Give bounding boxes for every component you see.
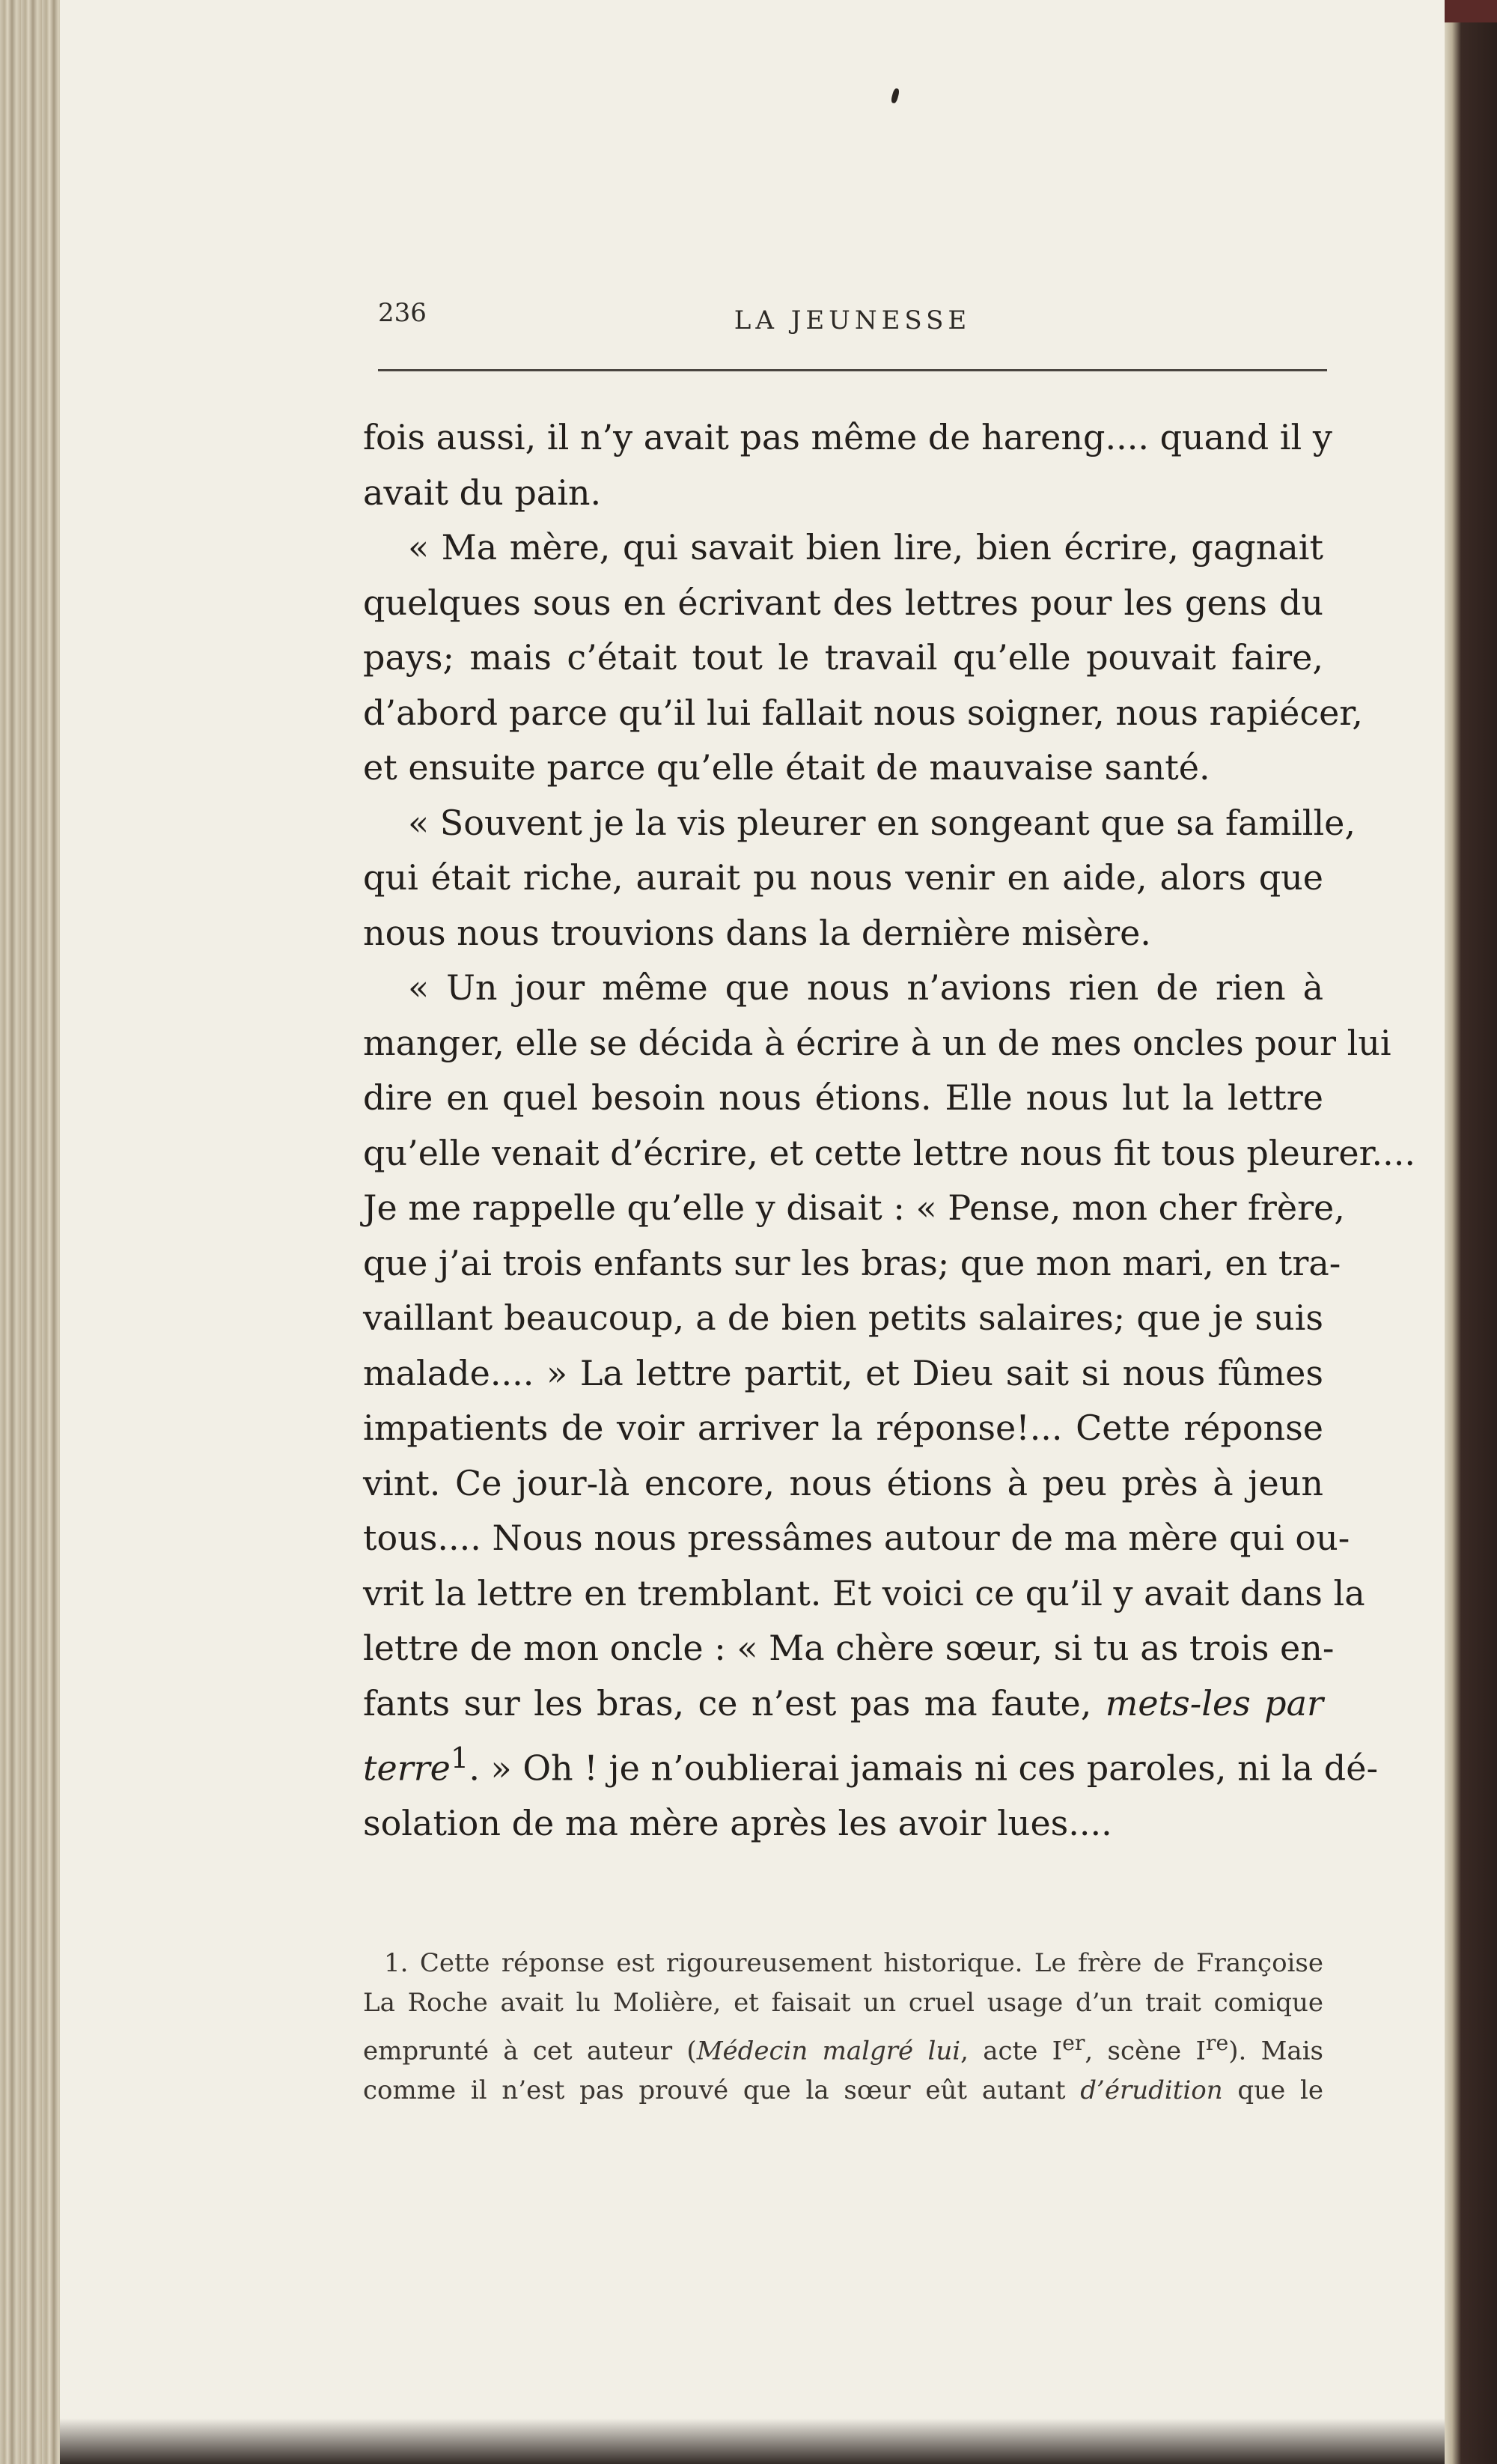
text-run: comme il n’est pas prouvé que la sœur eût autant <box>363 2075 1081 2106</box>
footnote-line <box>363 2071 1323 2111</box>
running-title: LA JEUNESSE <box>734 305 972 335</box>
footnote-line: 1. Cette réponse est rigoureusement historique. Le frère de Françoise <box>384 1948 1323 1978</box>
text-line: « Ma mère, qui savait bien lire, bien écrire, gagnait <box>408 527 1323 568</box>
text-run: fants sur les bras, ce n’est pas ma faute, <box>363 1682 1106 1724</box>
page-stack-edge <box>1445 22 1497 2464</box>
text-line: « Souvent je la vis pleurer en songeant que sa famille, <box>408 802 1356 843</box>
text-line: manger, elle se décida à écrire à un de mes oncles pour lui <box>363 1022 1391 1063</box>
text-run: ). Mais <box>1228 2036 1324 2066</box>
text-line: impatients de voir arriver la réponse!... Cette réponse <box>363 1408 1323 1448</box>
footnote-line <box>363 2023 1323 2071</box>
italic-text: Médecin malgré lui <box>696 2036 961 2066</box>
text-run: , scène I <box>1085 2036 1206 2066</box>
text-line: pays; mais c’était tout le travail qu’elle pouvait faire, <box>363 637 1323 678</box>
text-line: Je me rappelle qu’elle y disait : « Pense, mon cher frère, <box>363 1187 1345 1228</box>
text-line: d’abord parce qu’il lui fallait nous soigner, nous rapiécer, <box>363 692 1363 733</box>
text-line: qu’elle venait d’écrire, et cette lettre nous fit tous pleurer.... <box>363 1132 1415 1173</box>
text-line: dire en quel besoin nous étions. Elle nous lut la lettre <box>363 1077 1323 1118</box>
footnote-marker: 1 <box>450 1741 469 1775</box>
text-line <box>363 1676 1323 1732</box>
text-line: quelques sous en écrivant des lettres pour les gens du <box>363 582 1323 623</box>
superscript: er <box>1062 2030 1085 2055</box>
text-run: . » Oh ! je n’oublierai jamais ni ces paroles, ni la dé- <box>469 1747 1379 1789</box>
footnote <box>363 1944 1323 2111</box>
text-line: vint. Ce jour-là encore, nous étions à peu près à jeun <box>363 1462 1323 1503</box>
superscript: re <box>1205 2030 1229 2055</box>
text-line: qui était riche, aurait pu nous venir en aide, alors que <box>363 857 1323 898</box>
text-line: avait du pain. <box>363 472 602 513</box>
italic-text: mets-les par <box>1105 1682 1324 1724</box>
italic-text: d’érudition <box>1080 2075 1223 2106</box>
text-run: emprunté à cet auteur ( <box>363 2036 697 2066</box>
text-line: et ensuite parce qu’elle était de mauvaise santé. <box>363 747 1210 788</box>
text-line: lettre de mon oncle : « Ma chère sœur, si tu as trois en- <box>363 1628 1335 1668</box>
running-head <box>378 298 1327 343</box>
text-line: vrit la lettre en tremblant. Et voici ce qu’il y avait dans la <box>363 1572 1365 1613</box>
book-binding-left <box>0 0 60 2464</box>
text-run: que le <box>1222 2075 1323 2106</box>
text-line: vaillant beaucoup, a de bien petits salaires; que je suis <box>363 1298 1323 1338</box>
italic-text: terre <box>363 1747 451 1789</box>
header-rule <box>378 369 1327 371</box>
text-run: , acte I <box>960 2036 1063 2066</box>
text-line <box>363 1731 1379 1796</box>
text-line: solation de ma mère après les avoir lues.... <box>363 1802 1112 1843</box>
text-line: tous.... Nous nous pressâmes autour de ma mère qui ou- <box>363 1518 1350 1558</box>
body-text <box>363 410 1415 1851</box>
footnote-line: La Roche avait lu Molière, et faisait un cruel usage d’un trait comique <box>363 1988 1323 2018</box>
text-line: que j’ai trois enfants sur les bras; que mon mari, en tra- <box>363 1242 1341 1283</box>
page-number: 236 <box>378 298 427 328</box>
page-shadow <box>60 2418 1445 2464</box>
text-line: malade.... » La lettre partit, et Dieu sait si nous fûmes <box>363 1352 1323 1393</box>
text-line: nous nous trouvions dans la dernière misère. <box>363 912 1151 953</box>
text-line: fois aussi, il n’y avait pas même de hareng.... quand il y <box>363 417 1332 457</box>
text-line: « Un jour même que nous n’avions rien de rien à <box>408 967 1323 1008</box>
